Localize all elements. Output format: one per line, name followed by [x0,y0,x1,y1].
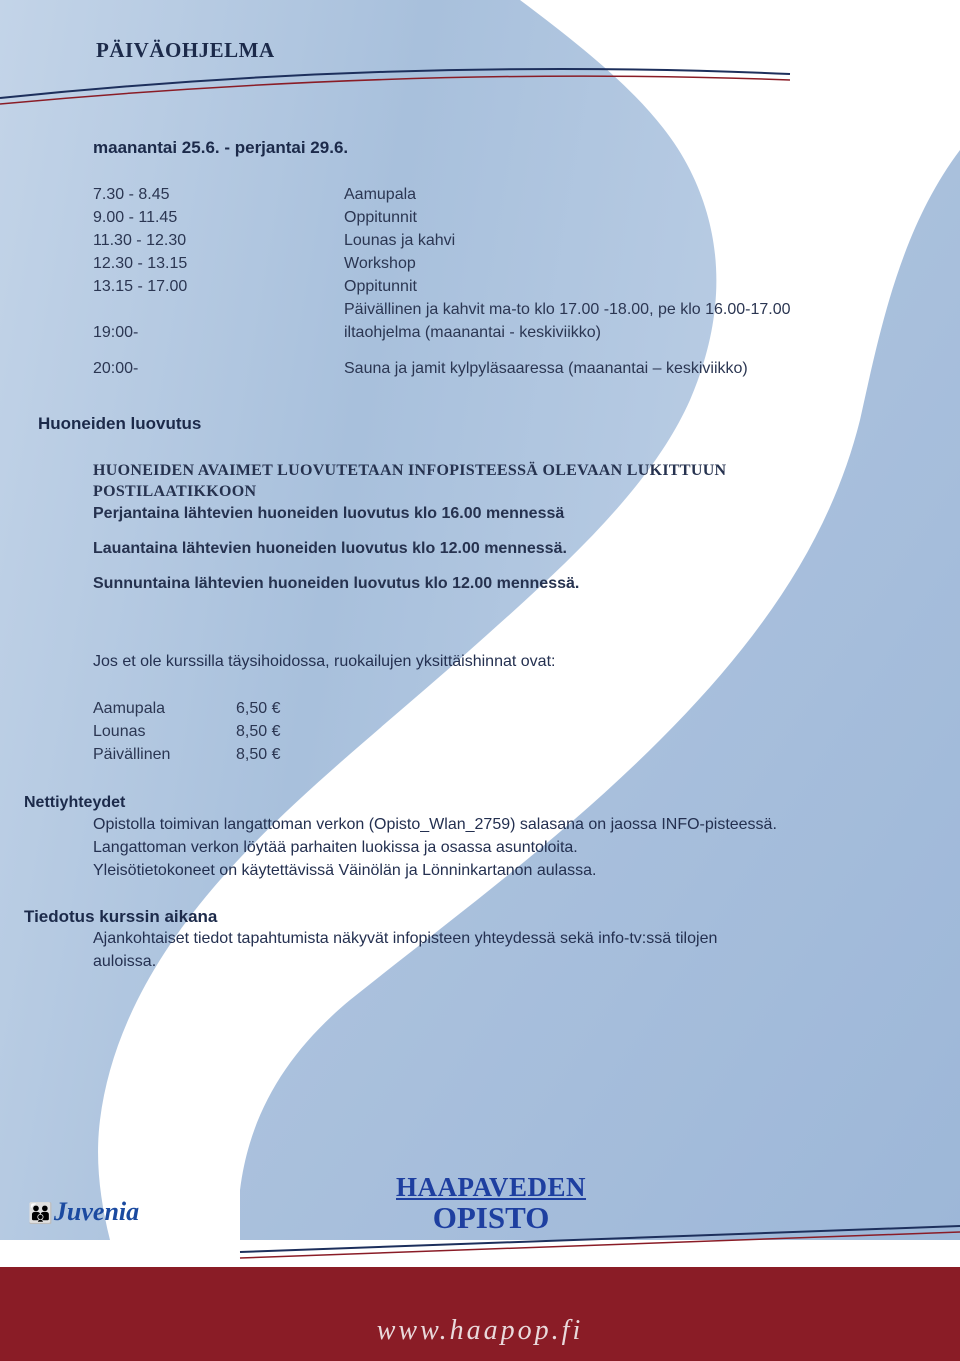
schedule-activity: Aamupala [344,186,417,203]
schedule-activity: Päivällinen ja kahvit ma-to klo 17.00 -18.00, pe klo 16.00-17.00 [344,301,791,318]
meal-price: 6,50 € [236,700,281,717]
meals-intro: Jos et ole kurssilla täysihoidossa, ruokailujen yksittäishinnat ovat: [93,653,556,670]
schedule-time: 7.30 - 8.45 [93,186,170,203]
people-icon: 👪 [28,1203,53,1225]
rooms-keys-notice-line2: POSTILAATIKKOON [93,483,257,500]
notice-line: auloissa. [93,953,157,970]
rooms-friday: Perjantaina lähtevien huoneiden luovutus klo 16.00 mennessä [93,505,565,522]
rooms-heading: Huoneiden luovutus [38,414,202,433]
rooms-saturday: Lauantaina lähtevien huoneiden luovutus klo 12.00 mennessä. [93,540,567,557]
logo-line1: HAAPAVEDEN [396,1172,587,1202]
meal-label: Päivällinen [93,746,171,763]
meal-price: 8,50 € [236,746,281,763]
network-line: Yleisötietokoneet on käytettävissä Väinölän ja Lönninkartanon aulassa. [93,862,597,879]
juvenia-logo-text: Juvenia [53,1197,140,1226]
haapaveden-opisto-logo [396,1172,586,1234]
meal-label: Lounas [93,723,146,740]
schedule-time: 12.30 - 13.15 [93,255,188,272]
notice-heading: Tiedotus kurssin aikana [24,907,218,926]
schedule-time: 13.15 - 17.00 [93,278,188,295]
schedule-activity: Workshop [344,255,416,272]
meal-price: 8,50 € [236,723,281,740]
schedule-activity: Oppitunnit [344,278,417,295]
schedule-time: 9.00 - 11.45 [93,209,178,226]
schedule-activity: iltaohjelma (maanantai - keskiviikko) [344,324,601,341]
schedule-activity: Lounas ja kahvi [344,232,456,249]
schedule-time: 20:00- [93,360,139,377]
rooms-sunday: Sunnuntaina lähtevien huoneiden luovutus klo 12.00 mennessä. [93,575,580,592]
network-line: Langattoman verkon löytää parhaiten luokissa ja osassa asuntoloita. [93,839,578,856]
juvenia-logo [28,1197,139,1227]
schedule-time: 19:00- [93,324,139,341]
notice-line: Ajankohtaiset tiedot tapahtumista näkyvät infopisteen yhteydessä sekä info-tv:ssä tilojen [93,930,718,947]
schedule-time: 11.30 - 12.30 [93,232,187,249]
page-title: PÄIVÄOHJELMA [96,38,275,62]
schedule-dates: maanantai 25.6. - perjantai 29.6. [93,138,349,157]
logo-line2: OPISTO [432,1200,550,1235]
network-line: Opistolla toimivan langattoman verkon (Opisto_Wlan_2759) salasana on jaossa INFO-pisteessä. [93,816,777,833]
footer-url[interactable]: www.haapop.fi [376,1315,584,1346]
rooms-keys-notice-line1: HUONEIDEN AVAIMET LUOVUTETAAN INFOPISTEESSÄ OLEVAAN LUKITTUUN [93,462,727,479]
meal-label: Aamupala [93,700,166,717]
network-heading: Nettiyhteydet [24,794,126,811]
schedule-activity: Sauna ja jamit kylpyläsaaressa (maanantai – keskiviikko) [344,360,748,377]
schedule-activity: Oppitunnit [344,209,417,226]
